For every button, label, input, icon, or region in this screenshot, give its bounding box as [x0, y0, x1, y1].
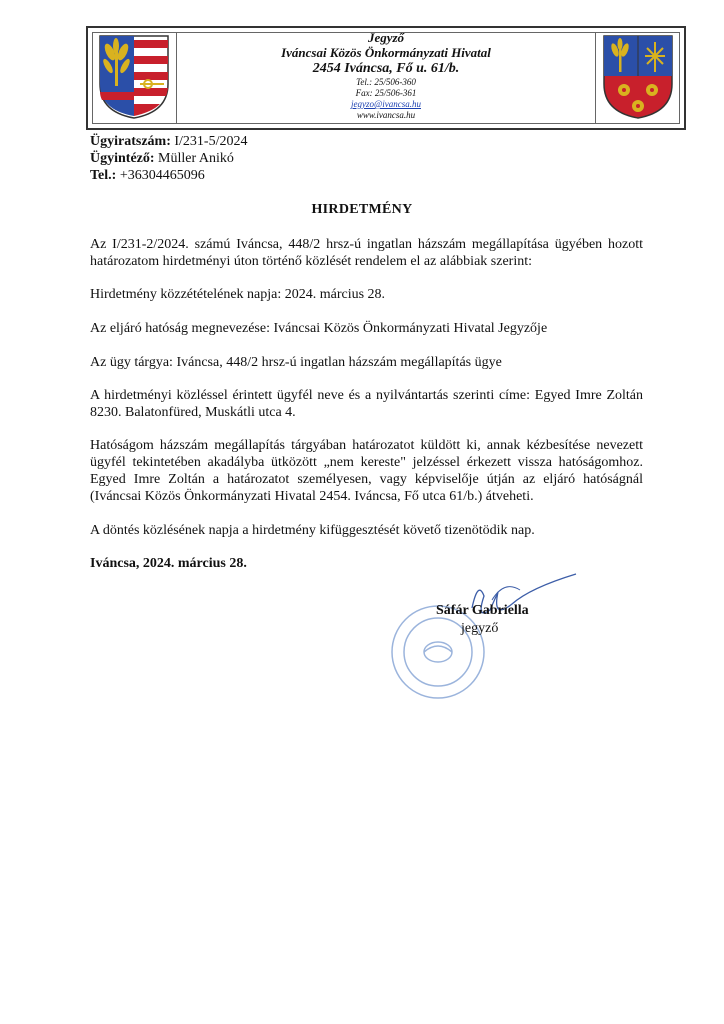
paragraph-notification-day: A döntés közlésének napja a hirdetmény kifüggesztését követő tizenötödik nap.: [90, 523, 535, 538]
case-officer-row: [90, 150, 247, 167]
letterhead-tel: Tel.: 25/506-360: [356, 77, 416, 87]
letterhead-fax: Fax: 25/506-361: [355, 88, 417, 98]
letterhead-web: www.ivancsa.hu: [356, 110, 416, 120]
paragraph-intro: Az I/231-2/2024. számú Iváncsa, 448/2 hrsz-ú ingatlan házszám megállapítása ügyében hozott határozatom hirdetményi úton történő közlését rendelem el az alábbiak szerint:: [90, 237, 643, 269]
right-coat-of-arms: [600, 32, 676, 120]
letterhead-office: Iváncsai Közös Önkormányzati Hivatal: [281, 45, 491, 60]
case-tel-row: [90, 167, 247, 184]
paragraph-subject: Az ügy tárgya: Iváncsa, 448/2 hrsz-ú ingatlan házszám megállapítás ügye: [90, 355, 502, 370]
letterhead-title: Jegyző: [367, 30, 405, 45]
letterhead: [86, 26, 686, 130]
case-number-value: I/231-5/2024: [170, 134, 248, 149]
case-info: [90, 133, 247, 184]
paragraph-publication-date: Hirdetmény közzétételének napja: 2024. március 28.: [90, 287, 386, 302]
left-coat-of-arms: [96, 32, 172, 120]
signer-name: Sáfár Gabriella: [436, 603, 529, 618]
case-number-label: Ügyiratszám:: [90, 134, 171, 149]
letterhead-divider-left: [176, 32, 177, 124]
signer-role: jegyző: [461, 621, 499, 636]
letterhead-text: [180, 30, 592, 121]
case-tel-value: +36304465096: [116, 168, 205, 183]
case-tel-label: Tel.:: [90, 168, 117, 183]
official-stamp: [392, 606, 484, 698]
signature-and-stamp: [380, 570, 620, 710]
case-officer-label: Ügyintéző:: [90, 151, 155, 166]
letterhead-divider-right: [595, 32, 596, 124]
case-number-row: [90, 133, 247, 150]
letterhead-address: 2454 Iváncsa, Fő u. 61/b.: [312, 61, 460, 76]
paragraph-client: A hirdetményi közléssel érintett ügyfél neve és a nyilvántartás szerinti címe: Egyed Imre Zoltán 8230. Balatonfüred, Muskátli utca 4.: [90, 388, 643, 420]
document-title: HIRDETMÉNY: [311, 202, 413, 217]
paragraph-authority: Az eljáró hatóság megnevezése: Iváncsai Közös Önkormányzati Hivatal Jegyzője: [90, 321, 548, 336]
case-officer-value: Müller Anikó: [154, 151, 234, 166]
paragraph-delivery: Hatóságom házszám megállapítás tárgyában határozatot küldött ki, annak kézbesítése nevezett ügyfél tekintetében akadályba ütközött „nem kereste" jelzéssel érkezett vissza hatóságomhoz. Egyed Imre Zoltán a határozatot személyesen, vagy képviselője útján az eljáró hatóságnál (Iváncsai Közös Önkormányzati Hivatal 2454. Iváncsa, Fő utca 61/b.) átveheti.: [90, 438, 643, 504]
place-and-date: Iváncsa, 2024. március 28.: [90, 556, 247, 571]
letterhead-email-link[interactable]: jegyzo@ivancsa.hu: [350, 99, 421, 109]
